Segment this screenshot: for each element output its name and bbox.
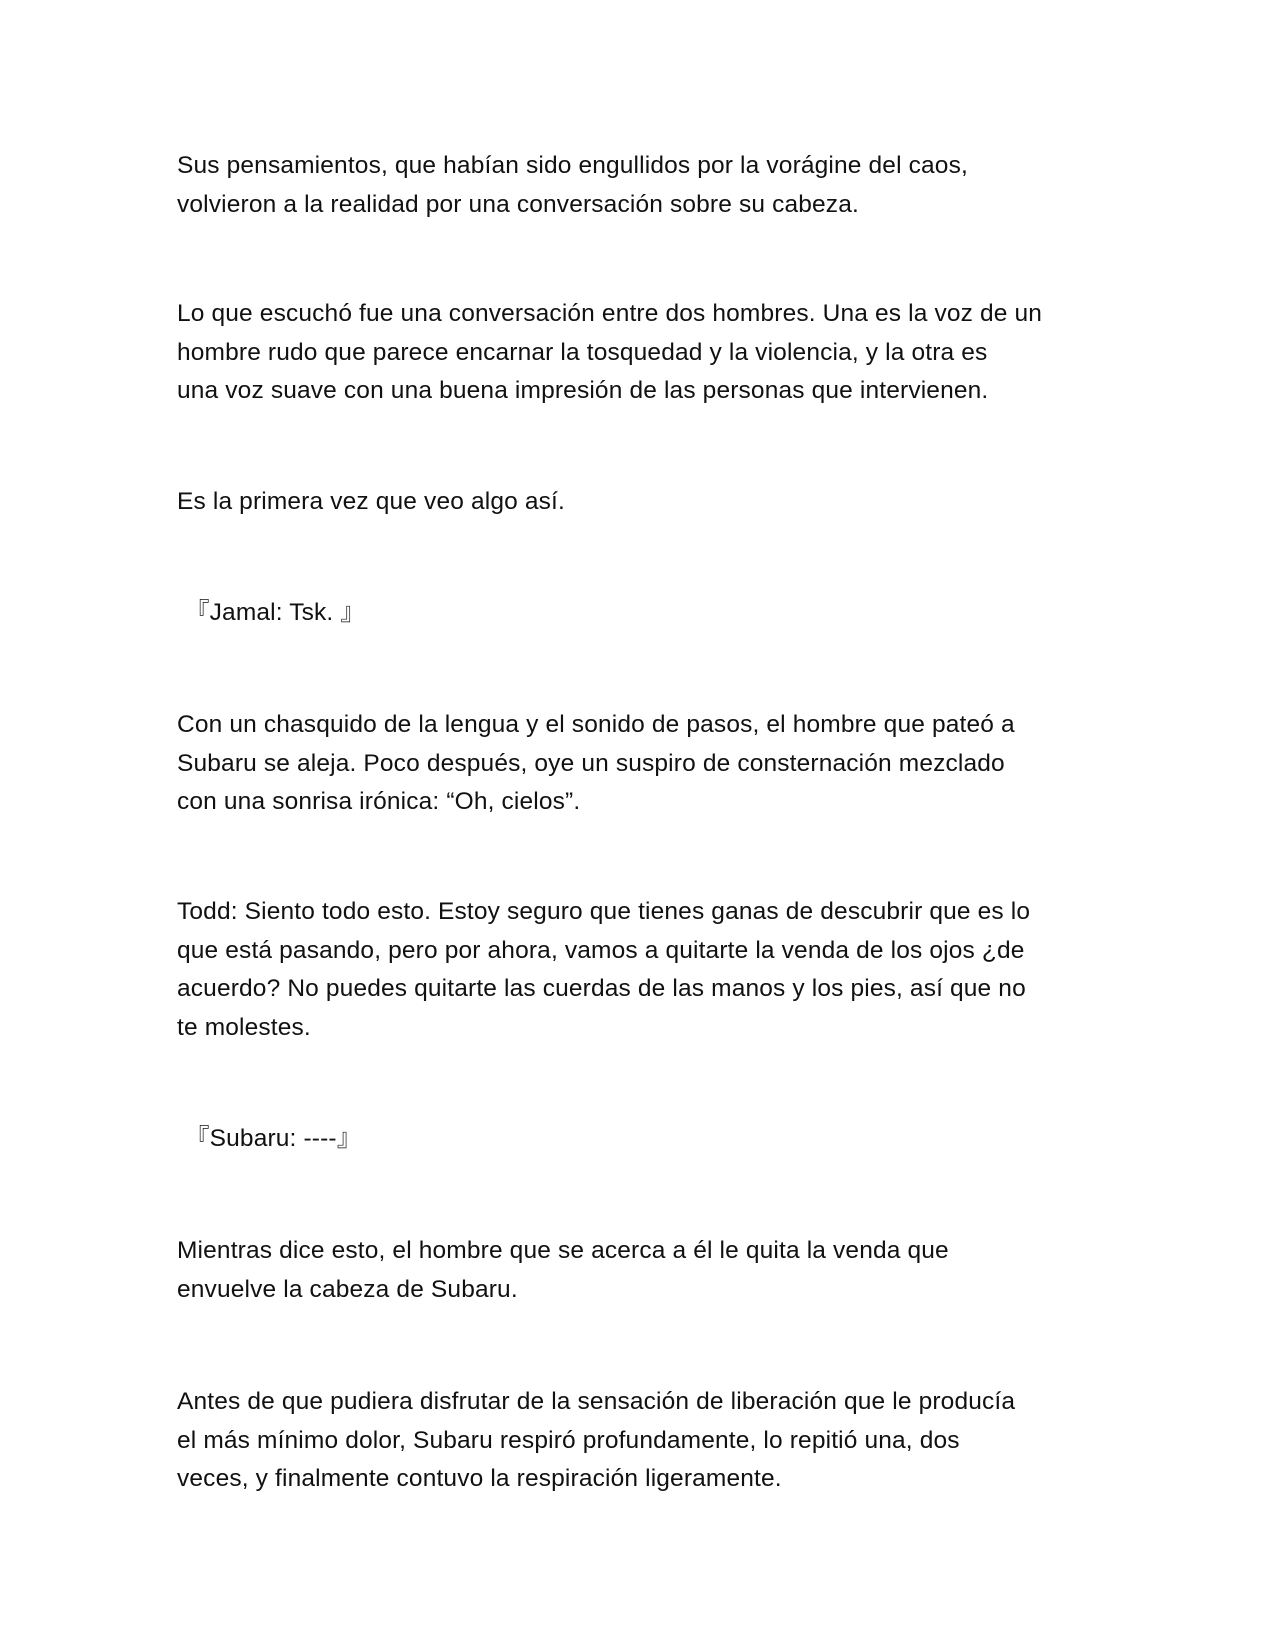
text-line: Mientras dice esto, el hombre que se acerca a él le quita la venda que: [177, 1237, 949, 1264]
text-line: hombre rudo que parece encarnar la tosquedad y la violencia, y la otra es: [177, 338, 988, 366]
paragraph-6: [177, 893, 1107, 1047]
paragraph-8: [177, 1232, 1107, 1309]
paragraph-5: [177, 706, 1107, 822]
paragraph-1: [177, 147, 1107, 224]
paragraph-3: [177, 483, 1107, 522]
text-line: volvieron a la realidad por una conversación sobre su cabeza.: [177, 190, 859, 218]
text-line: 『Jamal: Tsk. 』: [185, 599, 365, 626]
text-line: con una sonrisa irónica: “Oh, cielos”.: [177, 788, 581, 815]
text-line: te molestes.: [177, 1013, 311, 1041]
text-line: Con un chasquido de la lengua y el sonido de pasos, el hombre que pateó a: [177, 711, 1015, 738]
paragraph-9: [177, 1383, 1107, 1499]
paragraph-2: [177, 295, 1107, 411]
text-line: 『Subaru: ----』: [185, 1125, 362, 1152]
text-line: veces, y finalmente contuvo la respiración ligeramente.: [177, 1465, 782, 1492]
text-line: acuerdo? No puedes quitarte las cuerdas de las manos y los pies, así que no: [177, 975, 1026, 1002]
text-line: Subaru se aleja. Poco después, oye un suspiro de consternación mezclado: [177, 749, 1005, 777]
dialogue-subaru: [185, 1120, 1115, 1159]
text-line: que está pasando, pero por ahora, vamos a quitarte la venda de los ojos ¿de: [177, 936, 1025, 964]
text-line: el más mínimo dolor, Subaru respiró profundamente, lo repitió una, dos: [177, 1426, 960, 1454]
text-line: Todd: Siento todo esto. Estoy seguro que tienes ganas de descubrir que es lo: [177, 898, 1031, 925]
text-line: envuelve la cabeza de Subaru.: [177, 1275, 518, 1303]
dialogue-jamal: [185, 594, 1115, 633]
text-line: Es la primera vez que veo algo así.: [177, 488, 565, 515]
text-line: Sus pensamientos, que habían sido engullidos por la vorágine del caos,: [177, 152, 968, 179]
text-line: Antes de que pudiera disfrutar de la sensación de liberación que le producía: [177, 1388, 1016, 1415]
text-line: una voz suave con una buena impresión de las personas que intervienen.: [177, 377, 989, 404]
text-line: Lo que escuchó fue una conversación entre dos hombres. Una es la voz de un: [177, 300, 1043, 327]
